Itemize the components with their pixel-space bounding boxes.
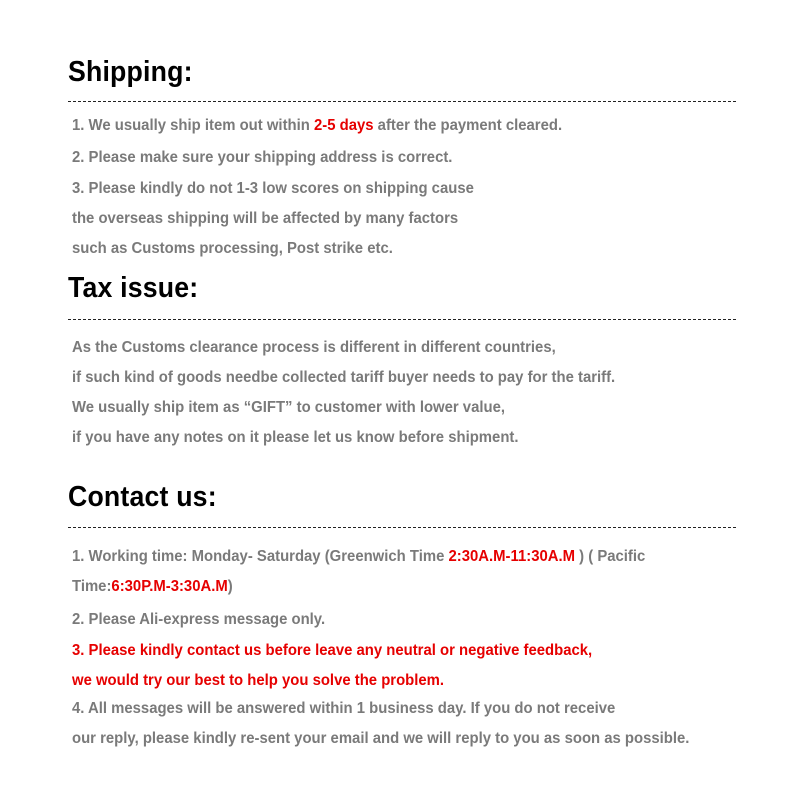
tax-line-4: if you have any notes on it please let us know before shipment. xyxy=(72,429,519,446)
shipping-item-1-pre: 1. We usually ship item out within xyxy=(72,117,314,134)
greenwich-time-highlight: 2:30A.M-11:30A.M xyxy=(448,548,576,565)
contact-item-3-line-1: 3. Please kindly contact us before leave any neutral or negative feedback, xyxy=(72,642,593,659)
tax-line-3: We usually ship item as “GIFT” to customer with lower value, xyxy=(72,399,506,416)
shipping-item-3-line-3: such as Customs processing, Post strike etc. xyxy=(72,240,393,257)
contact-item-4-line-1: 4. All messages will be answered within 1 business day. If you do not receive xyxy=(72,700,616,717)
shipping-item-3-line-1: 3. Please kindly do not 1-3 low scores on shipping cause xyxy=(72,180,474,197)
contact-item-1-line-1 xyxy=(72,548,645,566)
shipping-item-3-line-2: the overseas shipping will be affected by many factors xyxy=(72,210,459,227)
contact-item-1-line-2-pre: Time: xyxy=(72,578,112,595)
contact-divider xyxy=(68,527,736,528)
contact-item-2: 2. Please Ali-express message only. xyxy=(72,611,326,628)
contact-item-1-line-2-post: ) xyxy=(227,578,233,595)
shipping-heading: Shipping: xyxy=(68,56,193,88)
shipping-item-1 xyxy=(72,117,562,135)
tax-line-2: if such kind of goods needbe collected tariff buyer needs to pay for the tariff. xyxy=(72,369,616,386)
shipping-item-2: 2. Please make sure your shipping address is correct. xyxy=(72,149,453,166)
tax-divider xyxy=(68,319,736,320)
contact-item-1-mid: ) ( Pacific xyxy=(575,548,646,565)
contact-item-1-line-2 xyxy=(72,578,233,596)
contact-item-3-line-2: we would try our best to help you solve the problem. xyxy=(72,672,445,689)
tax-heading: Tax issue: xyxy=(68,272,199,304)
contact-item-4-line-2: our reply, please kindly re-sent your email and we will reply to you as soon as possible. xyxy=(72,730,690,747)
shipping-divider xyxy=(68,101,736,102)
contact-item-1-pre: 1. Working time: Monday- Saturday (Greenwich Time xyxy=(72,548,449,565)
shipping-item-1-post: after the payment cleared. xyxy=(373,117,563,134)
pacific-time-highlight: 6:30P.M-3:30A.M xyxy=(111,578,228,595)
contact-heading: Contact us: xyxy=(68,481,217,513)
shipping-days-highlight: 2-5 days xyxy=(313,117,374,134)
tax-line-1: As the Customs clearance process is different in different countries, xyxy=(72,339,556,356)
